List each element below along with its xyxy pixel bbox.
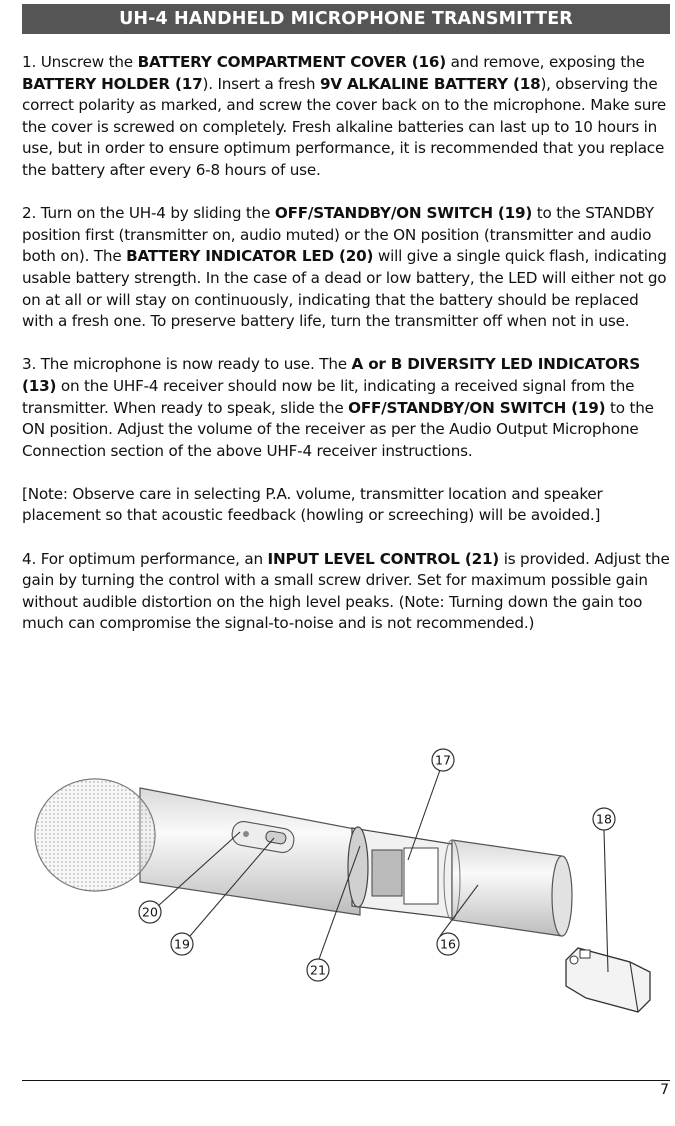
step-2-paragraph [22, 203, 672, 333]
callout-17: 17 [435, 752, 451, 768]
step-4-bold-a: INPUT LEVEL CONTROL (21) [267, 549, 500, 568]
step-3-text-c: to the ON position. Adjust the volume of the receiver as per the Audio Output Microphone Connection section of the above UHF-4 receiver instructions. [22, 398, 654, 460]
step-1-text-d: ), observing the correct polarity as marked, and screw the cover back on to the microphone. Make sure the cover is screwed on completely. Fresh alkaline batteries can last up to 10 hours in use, but in order to ensure optimum performance, it is recommended that you replace the battery after every 6-8 hours of use. [22, 74, 667, 179]
led-icon [243, 831, 249, 837]
step-3-bold-a: A or B DIVERSITY LED INDICATORS (13) [22, 355, 640, 395]
microphone-illustration [35, 779, 572, 936]
instructions-body [22, 52, 672, 657]
callout-19: 19 [174, 936, 190, 952]
callout-18: 18 [596, 811, 612, 827]
step-1-text-b: and remove, exposing the [445, 53, 645, 71]
step-3-text-b: on the UHF-4 receiver should now be lit, indicating a received signal from the transmitter. When ready to speak, slide the [22, 376, 635, 417]
note-text: [Note: Observe care in selecting P.A. volume, transmitter location and speaker placement so that acoustic feedback (howling or screeching) will be avoided.] [22, 484, 603, 525]
step-2-bold-b: BATTERY INDICATOR LED (20) [126, 247, 374, 266]
step-1-text-a: 1. Unscrew the [22, 53, 138, 71]
callout-21: 21 [310, 962, 326, 978]
step-3-paragraph [22, 354, 672, 462]
note-paragraph [22, 484, 672, 527]
microphone-diagram [0, 740, 675, 1040]
step-1-paragraph [22, 52, 672, 182]
callout-20: 20 [142, 904, 158, 920]
step-4-text-b: is provided. Adjust the gain by turning the control with a small screw driver. Set for maximum possible gain without audible distortion on the high level peaks. (Note: Turning down the gain too much can compromise the signal-to-noise and is not recommended.) [22, 549, 670, 633]
callout-16: 16 [440, 936, 456, 952]
step-2-text-b: to the STANDBY position first (transmitter on, audio muted) or the ON position (transmitter and audio both on). The [22, 204, 654, 266]
page-title: UH-4 HANDHELD MICROPHONE TRANSMITTER [22, 4, 670, 34]
step-3-text-a: 3. The microphone is now ready to use. The [22, 355, 352, 374]
step-1-bold-c: 9V ALKALINE BATTERY (18 [319, 74, 541, 93]
cover-icon [452, 840, 562, 936]
footer-divider [22, 1080, 670, 1081]
step-1-bold-a: BATTERY COMPARTMENT COVER (16) [137, 53, 446, 71]
step-2-text-c: will give a single quick flash, indicating usable battery strength. In the case of a dead or low battery, the LED will either not go on at all or will stay on continuously, indicating that the battery should be replaced with a fresh one. To preserve battery life, turn the transmitter off when not in use. [22, 247, 667, 331]
page-number: 7 [660, 1082, 669, 1098]
step-1-bold-b: BATTERY HOLDER (17 [22, 74, 203, 93]
step-2-bold-a: OFF/STANDBY/ON SWITCH (19) [274, 204, 533, 223]
step-2-text-a: 2. Turn on the UH-4 by sliding the [22, 204, 275, 223]
step-1-text-c: ). Insert a fresh [202, 74, 320, 93]
step-3-bold-b: OFF/STANDBY/ON SWITCH (19) [348, 398, 606, 417]
step-4-paragraph [22, 549, 672, 635]
step-4-text-a: 4. For optimum performance, an [22, 549, 268, 568]
